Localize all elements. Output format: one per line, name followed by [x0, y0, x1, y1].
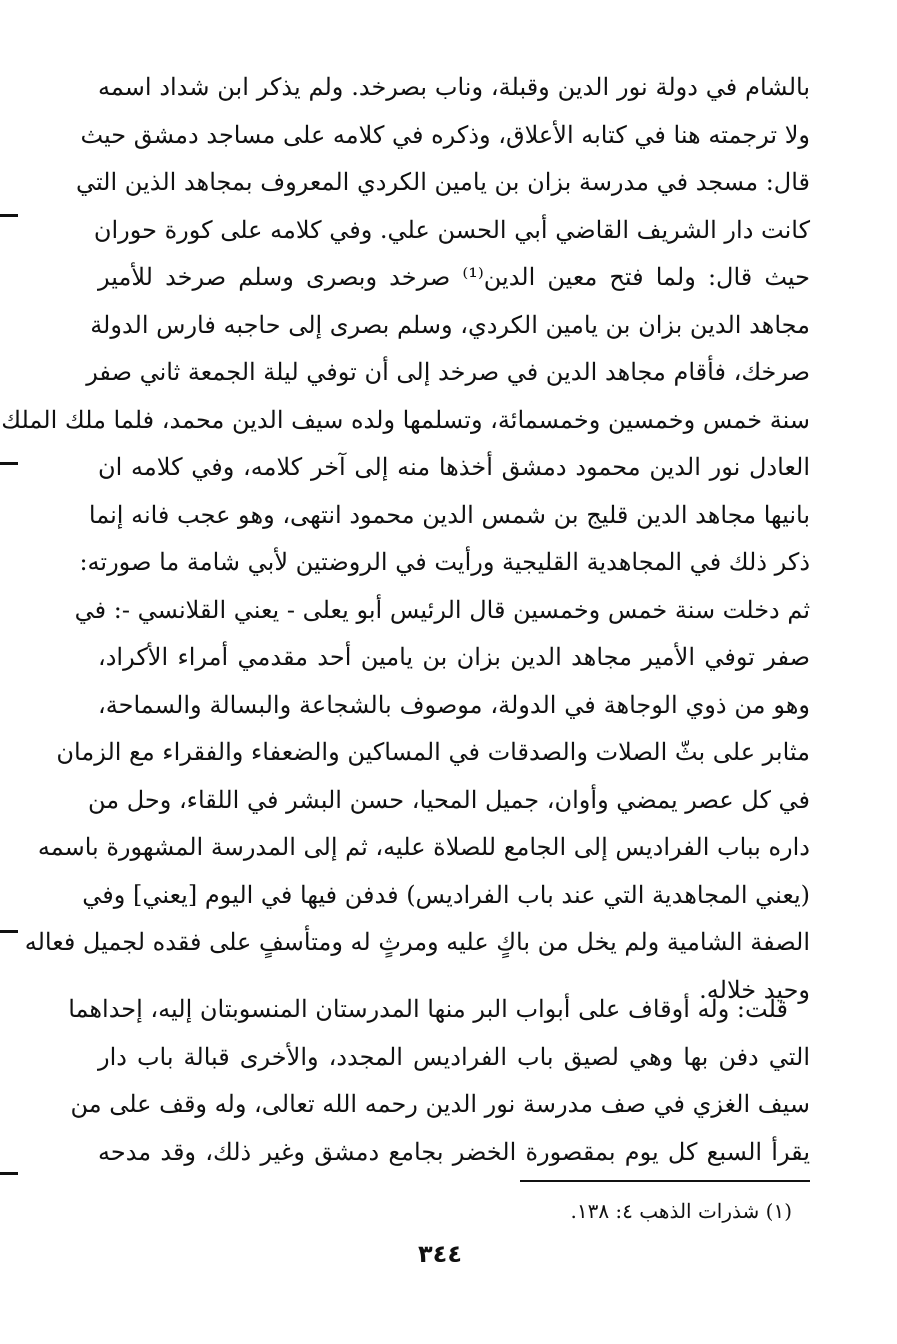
text-line: سيف الغزي في صف مدرسة نور الدين رحمه الله تعالى، وله وقف على من — [70, 1090, 810, 1118]
text-line: حيث قال: ولما فتح معين الدين⁽¹⁾ صرخد وبصرى وسلم صرخد للأمير — [98, 263, 810, 291]
body-paragraph-1 — [1, 64, 810, 1014]
text-line: ذكر ذلك في المجاهدية القليجية ورأيت في الروضتين لأبي شامة ما صورته: — [79, 548, 810, 576]
text-line: في كل عصر يمضي وأوان، جميل المحيا، حسن البشر في اللقاء، وحل من — [87, 785, 810, 814]
text-line: قال: مسجد في مدرسة بزان بن يامين الكردي المعروف بمجاهد الذين التي — [75, 168, 810, 196]
text-line: ولا ترجمته هنا في كتابه الأعلاق، وذكره في كلامه على مساجد دمشق حيث — [80, 120, 810, 149]
text-line: وحيد خلاله. — [699, 975, 810, 1004]
text-line: داره بباب الفراديس إلى الجامع للصلاة عليه، ثم إلى المدرسة المشهورة باسمه — [37, 833, 810, 861]
text-line: صرخك، فأقام مجاهد الدين في صرخد إلى أن توفي ليلة الجمعة ثاني صفر — [86, 358, 810, 386]
text-line: (يعني المجاهدية التي عند باب الفراديس) فدفن فيها في اليوم [يعني] وفي — [82, 880, 810, 909]
footnote-divider — [520, 1180, 810, 1182]
text-line: مجاهد الدين بزان بن يامين الكردي، وسلم بصرى إلى حاجبه فارس الدولة — [90, 310, 810, 339]
text-line: وهو من ذوي الوجاهة في الدولة، موصوف بالشجاعة والبسالة والسماحة، — [98, 690, 810, 719]
text-line: بانيها مجاهد الدين قليج بن شمس الدين محمود انتهى، وهو عجب فانه إنما — [88, 500, 810, 529]
text-line: سنة خمس وخمسين وخمسمائة، وتسلمها ولده سيف الدين محمد، فلما ملك الملك — [1, 405, 810, 434]
text-line: العادل نور الدين محمود دمشق أخذها منه إلى آخر كلامه، وفي كلامه ان — [98, 453, 810, 481]
text-line: كانت دار الشريف القاضي أبي الحسن علي. وفي كلامه على كورة حوران — [93, 215, 810, 244]
text-line: يقرأ السبع كل يوم بمقصورة الخضر بجامع دمشق وغير ذلك، وقد مدحه — [98, 1137, 810, 1166]
text-line: بالشام في دولة نور الدين وقبلة، وناب بصرخد. ولم يذكر ابن شداد اسمه — [98, 73, 810, 101]
edge-mark — [0, 930, 18, 933]
text-line: الصفة الشامية ولم يخل من باكٍ عليه ومرثٍ له ومتأسفٍ على فقده لجميل فعاله — [24, 928, 810, 956]
edge-mark — [0, 214, 18, 217]
text-line: التي دفن بها وهي لصيق باب الفراديس المجدد، والأخرى قبالة باب دار — [98, 1042, 810, 1071]
page-number: ٣٤٤ — [418, 1240, 462, 1268]
text-line: قلت: وله أوقاف على أبواب البر منها المدرستان المنسوبتان إليه، إحداهما — [68, 995, 788, 1023]
text-line: صفر توفي الأمير مجاهد الدين بزان بن يامين أحد مقدمي أمراء الأكراد، — [98, 643, 810, 671]
text-line: مثابر على بثّ الصلات والصدقات في المساكين والضعفاء والفقراء مع الزمان — [56, 738, 810, 766]
edge-mark — [0, 1172, 18, 1175]
body-paragraph-2 — [68, 986, 810, 1176]
footnote: (١) شذرات الذهب ٤: ١٣٨. — [570, 1199, 792, 1223]
edge-mark — [0, 462, 18, 465]
text-line: ثم دخلت سنة خمس وخمسين قال الرئيس أبو يعلى - يعني القلانسي -: في — [74, 595, 810, 624]
